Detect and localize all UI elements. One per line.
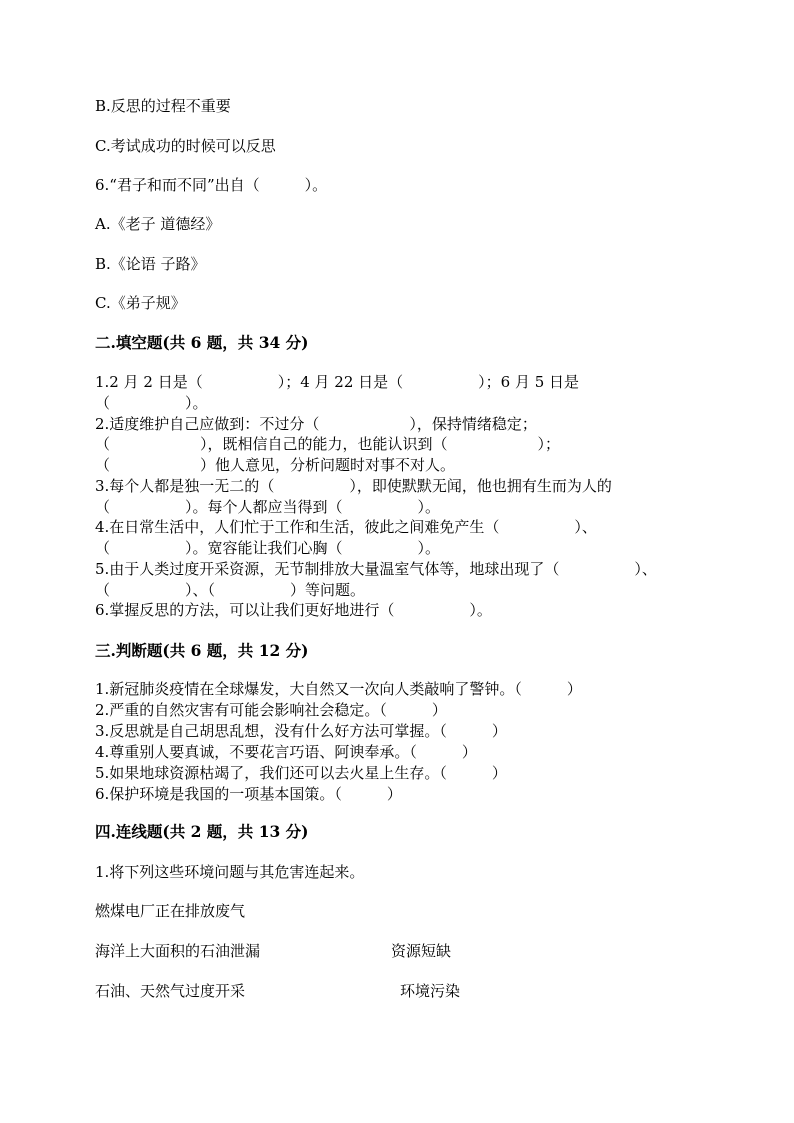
q6-option-c: C.《弟子规》	[95, 294, 186, 312]
matching-right-item: 资源短缺	[391, 942, 452, 960]
judge-line: 4.尊重别人要真诚，不要花言巧语、阿谀奉承。（ ）	[95, 743, 477, 761]
fill-line: 6.掌握反思的方法，可以让我们更好地进行（ ）。	[95, 601, 492, 619]
fill-line: （ ）他人意见，分析问题时对事不对人。	[95, 456, 456, 474]
fill-line: （ ）、（ ）等问题。	[95, 581, 366, 599]
fill-line: （ ）。	[95, 394, 208, 412]
matching-left-item: 燃煤电厂正在排放废气	[95, 902, 246, 920]
matching-left-item: 石油、天然气过度开采	[95, 982, 246, 1000]
section-2-heading: 二.填空题(共 6 题，共 34 分)	[95, 333, 309, 352]
q5-option-b: B.反思的过程不重要	[95, 97, 231, 115]
fill-line: 5.由于人类过度开采资源，无节制排放大量温室气体等，地球出现了（ ）、	[95, 560, 657, 578]
q6-option-b: B.《论语 子路》	[95, 255, 206, 273]
matching-left-item: 海洋上大面积的石油泄漏	[95, 942, 261, 960]
judge-line: 3.反思就是自己胡思乱想，没有什么好方法可掌握。（ ）	[95, 722, 507, 740]
matching-right-item: 环境污染	[400, 982, 461, 1000]
q6-stem: 6.“君子和而不同”出自（ ）。	[95, 176, 328, 194]
matching-q1-stem: 1.将下列这些环境问题与其危害连起来。	[95, 863, 365, 881]
judge-line: 2.严重的自然灾害有可能会影响社会稳定。（ ）	[95, 701, 447, 719]
section-3-heading: 三.判断题(共 6 题，共 12 分)	[95, 641, 309, 660]
fill-line: 2.适度维护自己应做到：不过分（ ），保持情绪稳定；	[95, 415, 537, 433]
judge-line: 1.新冠肺炎疫情在全球爆发，大自然又一次向人类敲响了警钟。（ ）	[95, 680, 582, 698]
q5-option-c: C.考试成功的时候可以反思	[95, 137, 276, 155]
section-4-heading: 四.连线题(共 2 题，共 13 分)	[95, 822, 309, 841]
fill-line: 4.在日常生活中，人们忙于工作和生活，彼此之间难免产生（ ）、	[95, 518, 597, 536]
fill-line: （ ）。宽容能让我们心胸（ ）。	[95, 539, 441, 557]
fill-line: （ ），既相信自己的能力，也能认识到（ ）；	[95, 435, 561, 453]
q6-option-a: A.《老子 道德经》	[95, 215, 221, 233]
fill-line: 1.2 月 2 日是（ ）；4 月 22 日是（ ）；6 月 5 日是	[95, 373, 580, 391]
judge-line: 5.如果地球资源枯竭了，我们还可以去火星上生存。（ ）	[95, 764, 507, 782]
judge-line: 6.保护环境是我国的一项基本国策。（ ）	[95, 785, 402, 803]
fill-line: （ ）。每个人都应当得到（ ）。	[95, 498, 441, 516]
fill-line: 3.每个人都是独一无二的（ ），即使默默无闻，他也拥有生而为人的	[95, 477, 612, 495]
